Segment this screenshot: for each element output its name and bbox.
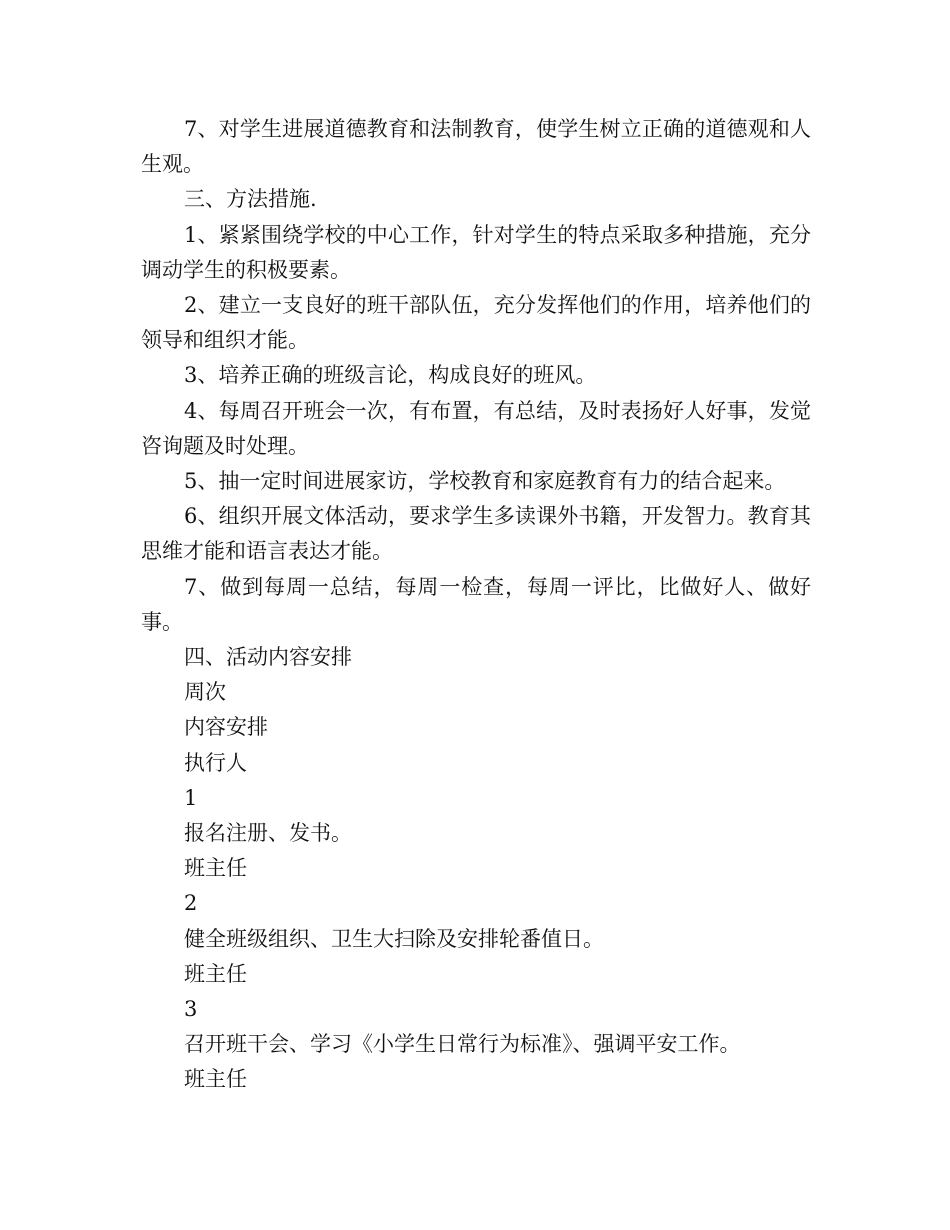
- paragraph-method-4: 4、每周召开班会一次，有布置，有总结，及时表扬好人好事，发觉咨询题及时处理。: [141, 398, 811, 458]
- section-heading-activities: 四、活动内容安排: [184, 645, 352, 670]
- schedule-row-3-content: 召开班干会、学习《小学生日常行为标准》、强调平安工作。: [184, 1032, 741, 1057]
- schedule-header-executor: 执行人: [184, 750, 247, 775]
- schedule-row-2-content: 健全班级组织、卫生大扫除及安排轮番值日。: [184, 926, 604, 951]
- paragraph-method-3: 3、培养正确的班级言论，构成良好的班风。: [184, 363, 597, 388]
- paragraph-method-2: 2、建立一支良好的班干部队伍，充分发挥他们的作用，培养他们的领导和组织才能。: [141, 293, 811, 353]
- schedule-header-content: 内容安排: [184, 715, 268, 740]
- paragraph-method-7: 7、做到每周一总结，每周一检查，每周一评比，比做好人、做好事。: [141, 574, 811, 634]
- schedule-row-3-week: 3: [184, 997, 198, 1022]
- paragraph-education-goal-7: 7、对学生进展道德教育和法制教育，使学生树立正确的道德观和人生观。: [141, 117, 811, 177]
- schedule-row-1-executor: 班主任: [184, 856, 247, 881]
- schedule-header-week: 周次: [184, 680, 226, 705]
- schedule-row-2-week: 2: [184, 891, 198, 916]
- paragraph-method-6: 6、组织开展文体活动，要求学生多读课外书籍，开发智力。教育其思维才能和语言表达才能。: [141, 504, 811, 564]
- schedule-row-3-executor: 班主任: [184, 1067, 247, 1092]
- document-body: [141, 112, 811, 1098]
- paragraph-method-5: 5、抽一定时间进展家访，学校教育和家庭教育有力的结合起来。: [184, 469, 786, 494]
- schedule-row-1-content: 报名注册、发书。: [184, 821, 352, 846]
- section-heading-methods: 三、方法措施.: [184, 187, 317, 212]
- paragraph-method-1: 1、紧紧围绕学校的中心工作，针对学生的特点采取多种措施，充分调动学生的积极要素。: [141, 222, 811, 282]
- schedule-row-2-executor: 班主任: [184, 961, 247, 986]
- schedule-row-1-week: 1: [184, 785, 198, 810]
